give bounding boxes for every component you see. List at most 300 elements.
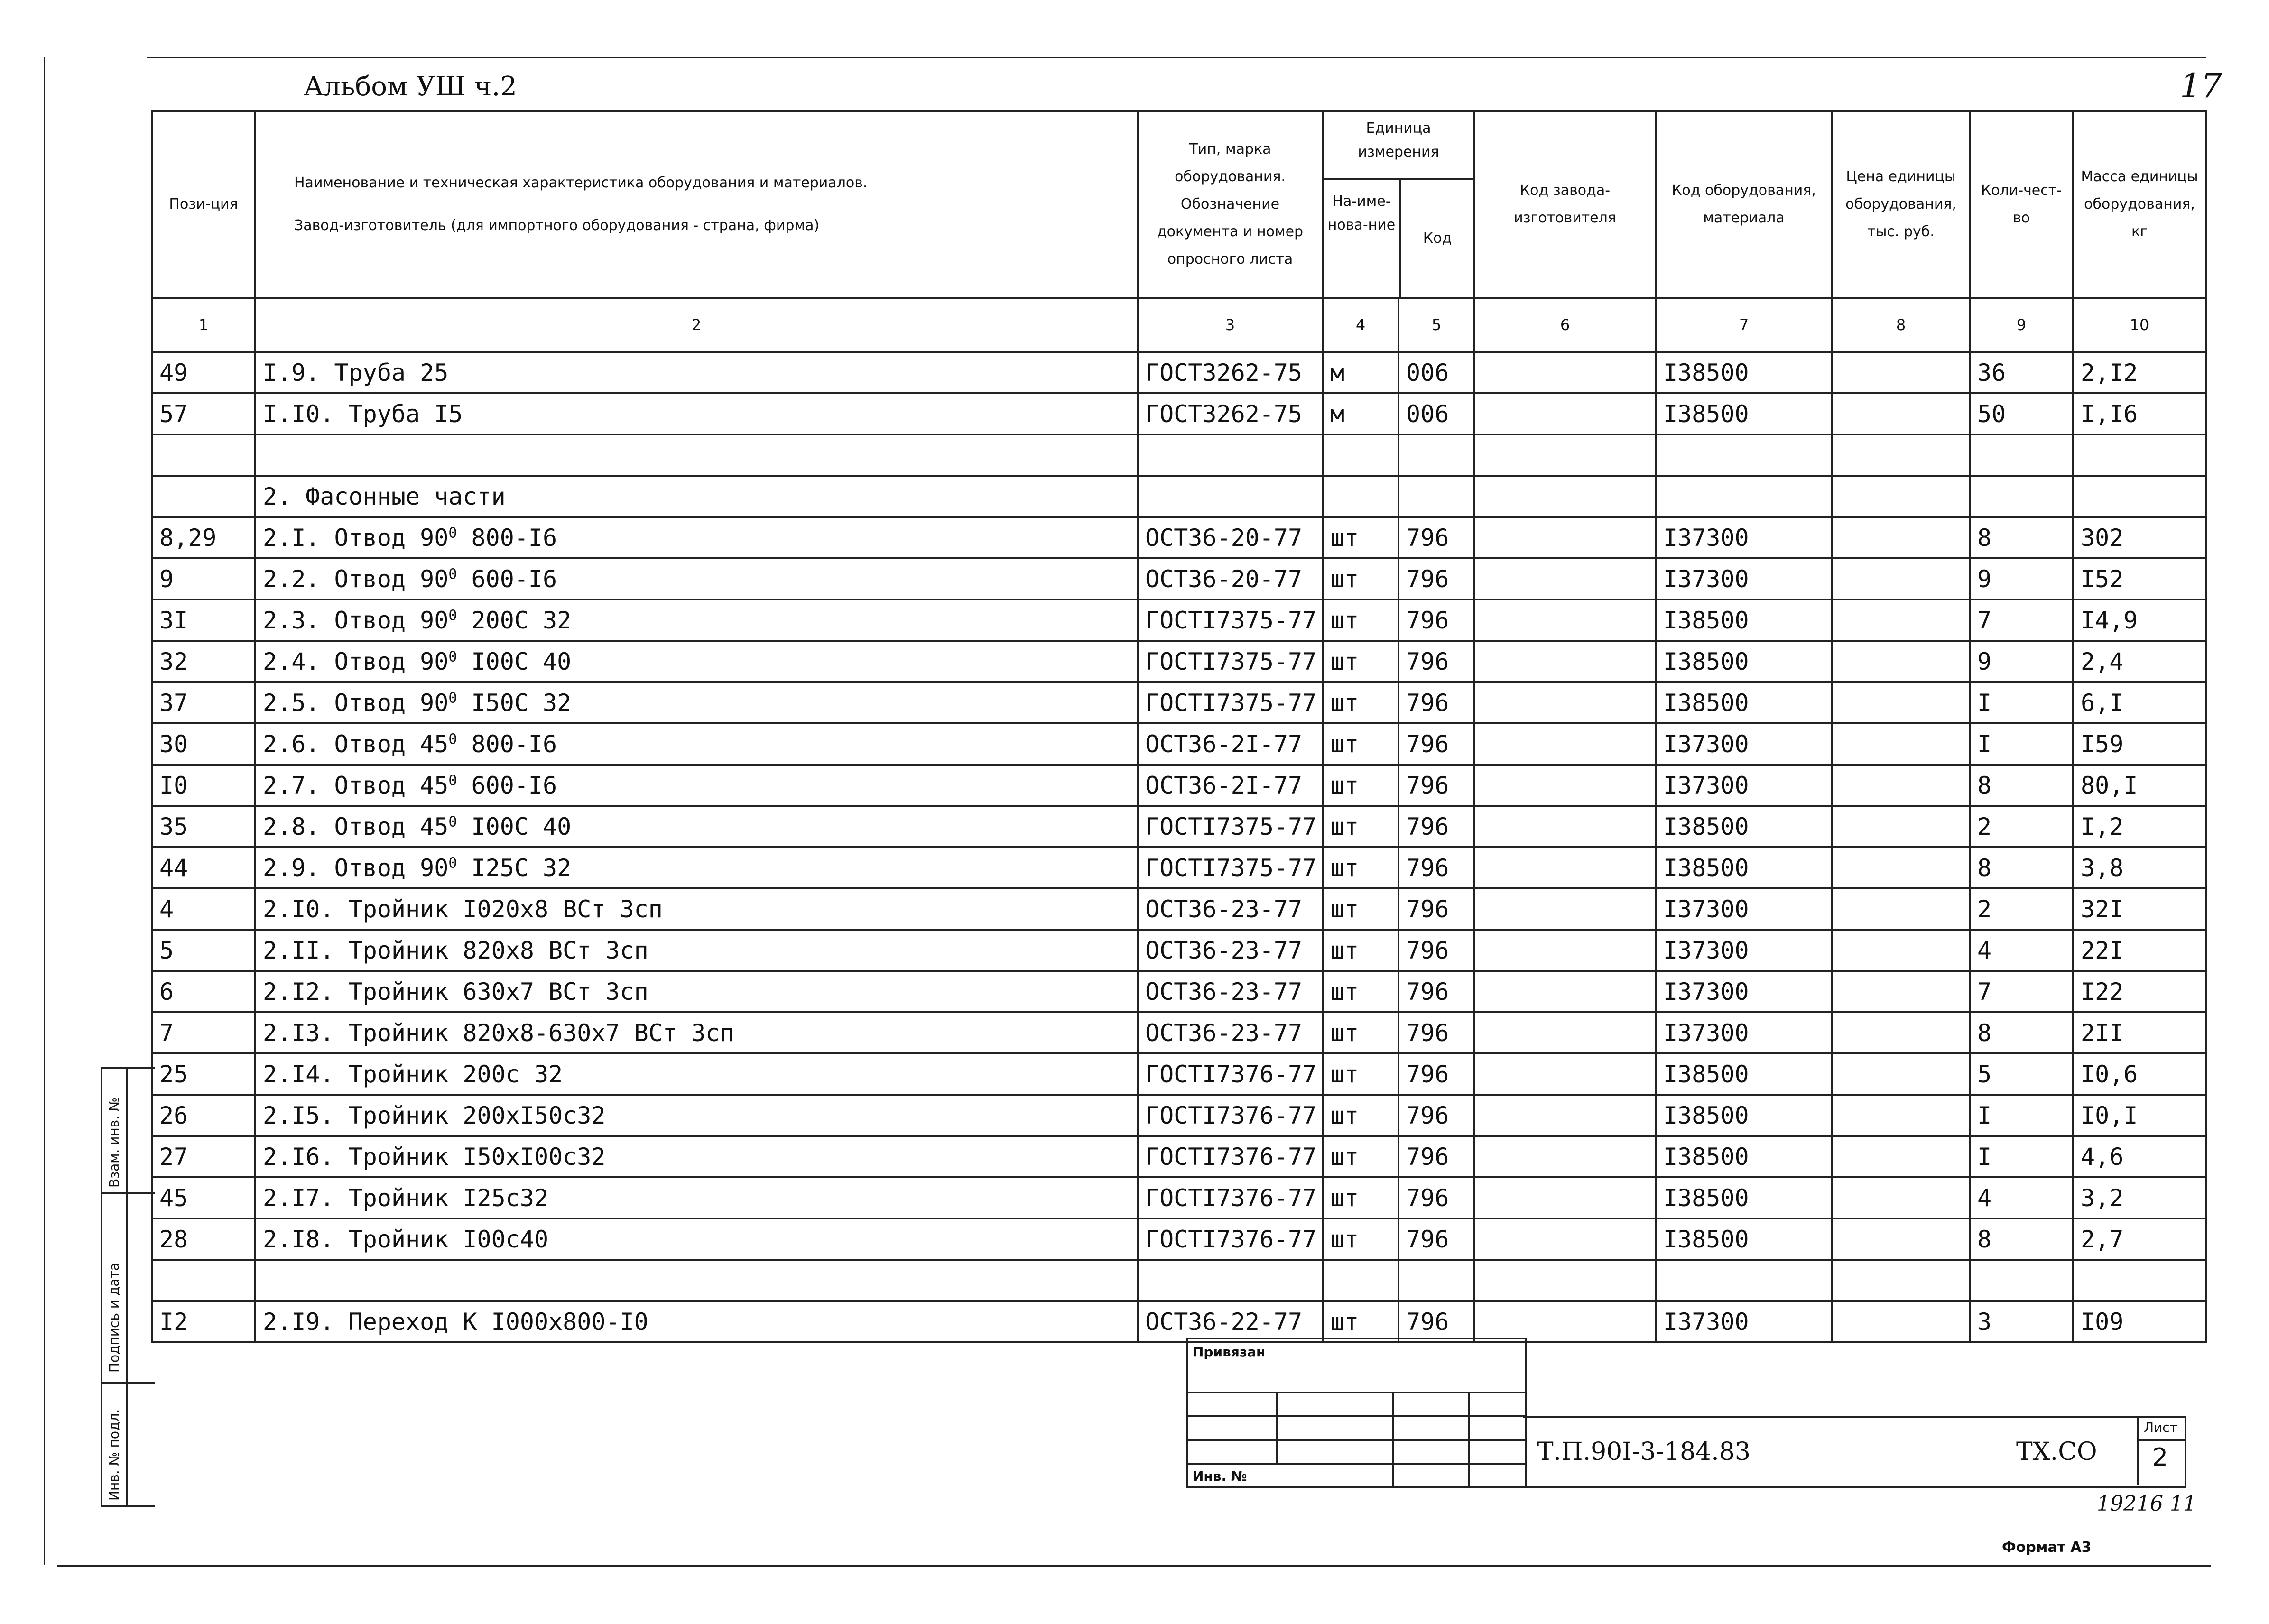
cell-unit-code: 796: [1398, 682, 1474, 723]
table-row: [152, 765, 2206, 806]
item-name-text: 2.I6. Тройник I50хI00с32: [263, 1143, 606, 1171]
cell-unit-price: [1832, 930, 1970, 971]
cell-unit-price: [1832, 682, 1970, 723]
cell-document: ОСТ36-23-77: [1138, 971, 1323, 1012]
table-row: [152, 393, 2206, 434]
angle-degree-mark: 0: [448, 689, 457, 706]
table-row: [152, 1218, 2206, 1260]
cell-manufacturer-code: [1474, 888, 1656, 930]
cell-equipment-code: [1656, 434, 1832, 476]
cell-unit-price: [1832, 1301, 1970, 1342]
binding-label: Привязан: [1193, 1344, 1266, 1360]
cell-manufacturer-code: [1474, 641, 1656, 682]
cell-unit-price: [1832, 352, 1970, 393]
cell-equipment-code: I38500: [1656, 1136, 1832, 1177]
cell-name: [255, 1218, 1138, 1260]
table-row: [152, 723, 2206, 765]
cell-position: 32: [152, 641, 255, 682]
cell-manufacturer-code: [1474, 847, 1656, 888]
cell-document: ОСТ36-2I-77: [1138, 723, 1323, 765]
cell-position: 45: [152, 1177, 255, 1218]
cell-unit-code: 796: [1398, 971, 1474, 1012]
sheet-divider: [2139, 1439, 2186, 1441]
cell-unit-code: 796: [1398, 558, 1474, 600]
item-name-text: 2.I9. Переход К I000х800-I0: [263, 1308, 648, 1336]
cell-name: [255, 434, 1138, 476]
table-row: [152, 352, 2206, 393]
cell-unit-name: м: [1323, 393, 1398, 434]
item-name-text: I.I0. Труба I5: [263, 400, 463, 428]
item-name-tail: 200С 32: [457, 606, 572, 634]
cell-name: [255, 971, 1138, 1012]
cell-name: [255, 393, 1138, 434]
cell-unit-name: шт: [1323, 1136, 1398, 1177]
col-header-manufacturer-code: Код завода-изготовителя: [1474, 111, 1656, 298]
cell-equipment-code: I38500: [1656, 1053, 1832, 1095]
cell-unit-name: шт: [1323, 682, 1398, 723]
cell-unit-code: 796: [1398, 847, 1474, 888]
col-header-name-line2: Завод-изготовитель (для импортного оборудования - страна, фирма): [294, 217, 820, 234]
col-header-position: Пози-ция: [152, 111, 255, 298]
cell-unit-code: 796: [1398, 930, 1474, 971]
cell-name: [255, 682, 1138, 723]
cell-quantity: 2: [1970, 888, 2073, 930]
cell-unit-price: [1832, 558, 1970, 600]
cell-unit-code: [1398, 476, 1474, 517]
cell-document: ГОСТI7376-77: [1138, 1218, 1323, 1260]
cell-document: ГОСТI7375-77: [1138, 806, 1323, 847]
item-name-text: 2.I7. Тройник I25с32: [263, 1184, 549, 1212]
cell-manufacturer-code: [1474, 682, 1656, 723]
cell-quantity: 36: [1970, 352, 2073, 393]
cell-position: 8,29: [152, 517, 255, 558]
cell-unit-code: 796: [1398, 723, 1474, 765]
cell-equipment-code: I38500: [1656, 641, 1832, 682]
cell-document: ГОСТI7376-77: [1138, 1136, 1323, 1177]
cell-name: [255, 558, 1138, 600]
cell-name: [255, 1136, 1138, 1177]
cell-manufacturer-code: [1474, 393, 1656, 434]
col-number: 5: [1398, 298, 1474, 352]
cell-equipment-code: I37300: [1656, 930, 1832, 971]
cell-unit-code: 006: [1398, 393, 1474, 434]
cell-document: ОСТ36-20-77: [1138, 517, 1323, 558]
table-row: [152, 1012, 2206, 1053]
cell-unit-price: [1832, 1095, 1970, 1136]
cell-unit-price: [1832, 600, 1970, 641]
cell-quantity: 9: [1970, 641, 2073, 682]
cell-position: 25: [152, 1053, 255, 1095]
cell-manufacturer-code: [1474, 971, 1656, 1012]
cell-manufacturer-code: [1474, 1177, 1656, 1218]
cell-quantity: 9: [1970, 558, 2073, 600]
item-name-text: 2.I5. Тройник 200хI50с32: [263, 1101, 606, 1129]
cell-manufacturer-code: [1474, 1136, 1656, 1177]
cell-unit-code: 796: [1398, 1218, 1474, 1260]
cell-unit-price: [1832, 1218, 1970, 1260]
stamp-signature-date: Подпись и дата: [106, 1263, 122, 1373]
col-header-name-line1: Наименование и техническая характеристика оборудования и материалов.: [294, 175, 868, 191]
sheet-number: 2: [2152, 1443, 2168, 1472]
cell-unit-price: [1832, 1053, 1970, 1095]
cell-quantity: I: [1970, 1095, 2073, 1136]
cell-manufacturer-code: [1474, 806, 1656, 847]
col-number: 1: [152, 298, 255, 352]
cell-document: ГОСТI7375-77: [1138, 682, 1323, 723]
cell-unit-name: шт: [1323, 765, 1398, 806]
col-header-unit-mass: Масса единицы оборудования, кг: [2073, 111, 2206, 298]
table-row: [152, 476, 2206, 517]
cell-quantity: 2: [1970, 806, 2073, 847]
cell-unit-mass: 302: [2073, 517, 2206, 558]
angle-degree-mark: 0: [448, 607, 457, 624]
cell-unit-code: 796: [1398, 1136, 1474, 1177]
cell-unit-name: [1323, 1260, 1398, 1301]
binding-grid-line: [1392, 1392, 1394, 1486]
cell-unit-price: [1832, 434, 1970, 476]
cell-position: 7: [152, 1012, 255, 1053]
cell-document: [1138, 434, 1323, 476]
cell-manufacturer-code: [1474, 517, 1656, 558]
angle-degree-mark: 0: [448, 854, 457, 871]
item-name-text: 2.6. Отвод 45: [263, 730, 449, 758]
angle-degree-mark: 0: [448, 730, 457, 747]
cell-unit-name: шт: [1323, 930, 1398, 971]
col-header-unit-code: Код: [1423, 230, 1452, 247]
item-name-tail: 600-I6: [457, 771, 557, 799]
cell-unit-mass: 6,I: [2073, 682, 2206, 723]
cell-unit-price: [1832, 476, 1970, 517]
cell-unit-code: 796: [1398, 641, 1474, 682]
item-name-text: I.9. Труба 25: [263, 359, 449, 387]
cell-unit-price: [1832, 1012, 1970, 1053]
angle-degree-mark: 0: [448, 565, 457, 582]
binding-grid-line: [1276, 1392, 1278, 1463]
col-number: 6: [1474, 298, 1656, 352]
binding-grid-line: [1188, 1392, 1525, 1393]
cell-equipment-code: I37300: [1656, 765, 1832, 806]
cell-position: I2: [152, 1301, 255, 1342]
cell-document: ГОСТI7375-77: [1138, 847, 1323, 888]
cell-unit-price: [1832, 971, 1970, 1012]
archive-number: 19216 11: [2097, 1492, 2196, 1516]
binding-grid-line: [1468, 1392, 1470, 1486]
cell-unit-code: 796: [1398, 517, 1474, 558]
sheet-box: [2137, 1416, 2186, 1485]
cell-document: ГОСТI7376-77: [1138, 1095, 1323, 1136]
table-row: [152, 1177, 2206, 1218]
table-row: [152, 1301, 2206, 1342]
cell-unit-mass: I,I6: [2073, 393, 2206, 434]
cell-position: 9: [152, 558, 255, 600]
angle-degree-mark: 0: [448, 772, 457, 789]
cell-quantity: 8: [1970, 517, 2073, 558]
table-row: [152, 1053, 2206, 1095]
left-margin-stamp: [101, 1067, 155, 1507]
cell-unit-code: 796: [1398, 888, 1474, 930]
cell-name: [255, 641, 1138, 682]
cell-name: [255, 1095, 1138, 1136]
cell-name: [255, 517, 1138, 558]
section-code: ТХ.СО: [2016, 1438, 2097, 1466]
table-row: [152, 930, 2206, 971]
cell-position: 6: [152, 971, 255, 1012]
cell-equipment-code: I38500: [1656, 393, 1832, 434]
cell-equipment-code: [1656, 1260, 1832, 1301]
table-row: [152, 517, 2206, 558]
cell-manufacturer-code: [1474, 558, 1656, 600]
cell-document: ОСТ36-2I-77: [1138, 765, 1323, 806]
col-header-unit-name: На-име-нова-ние: [1324, 180, 1401, 297]
cell-equipment-code: I38500: [1656, 847, 1832, 888]
cell-unit-mass: 2,I2: [2073, 352, 2206, 393]
cell-equipment-code: I37300: [1656, 1301, 1832, 1342]
cell-quantity: [1970, 1260, 2073, 1301]
item-name-text: 2.5. Отвод 90: [263, 689, 449, 717]
cell-position: 49: [152, 352, 255, 393]
cell-unit-code: 796: [1398, 1095, 1474, 1136]
cell-manufacturer-code: [1474, 930, 1656, 971]
cell-name: [255, 806, 1138, 847]
cell-quantity: I: [1970, 682, 2073, 723]
col-number: 3: [1138, 298, 1323, 352]
cell-name: [255, 1260, 1138, 1301]
col-header-unit: Единица измерения: [1324, 112, 1473, 180]
cell-unit-mass: [2073, 434, 2206, 476]
cell-manufacturer-code: [1474, 600, 1656, 641]
cell-unit-name: шт: [1323, 1095, 1398, 1136]
cell-unit-mass: I0,6: [2073, 1053, 2206, 1095]
col-header-equipment-code: Код оборудования, материала: [1656, 111, 1832, 298]
cell-unit-price: [1832, 1177, 1970, 1218]
cell-unit-name: шт: [1323, 600, 1398, 641]
cell-unit-code: 796: [1398, 1012, 1474, 1053]
cell-name: [255, 1012, 1138, 1053]
format-label: Формат А3: [2002, 1539, 2092, 1556]
cell-position: 30: [152, 723, 255, 765]
item-name-text: 2.2. Отвод 90: [263, 565, 449, 593]
col-number: 9: [1970, 298, 2073, 352]
sheet-label: Лист: [2144, 1420, 2177, 1435]
cell-equipment-code: I37300: [1656, 558, 1832, 600]
table-row: [152, 1095, 2206, 1136]
cell-position: 57: [152, 393, 255, 434]
item-name-text: 2.7. Отвод 45: [263, 771, 449, 799]
cell-name: [255, 723, 1138, 765]
cell-document: [1138, 476, 1323, 517]
cell-unit-mass: I52: [2073, 558, 2206, 600]
cell-position: [152, 434, 255, 476]
cell-unit-code: 796: [1398, 806, 1474, 847]
cell-unit-name: м: [1323, 352, 1398, 393]
col-header-quantity: Коли-чест-во: [1970, 111, 2073, 298]
cell-quantity: [1970, 476, 2073, 517]
cell-unit-mass: 3,2: [2073, 1177, 2206, 1218]
cell-manufacturer-code: [1474, 1260, 1656, 1301]
cell-unit-code: 796: [1398, 1177, 1474, 1218]
item-name-tail: I25С 32: [457, 854, 572, 882]
cell-quantity: 8: [1970, 847, 2073, 888]
cell-equipment-code: I38500: [1656, 1218, 1832, 1260]
cell-unit-mass: 80,I: [2073, 765, 2206, 806]
col-number: 8: [1832, 298, 1970, 352]
cell-quantity: I: [1970, 723, 2073, 765]
cell-position: [152, 1260, 255, 1301]
cell-document: ГОСТI7375-77: [1138, 641, 1323, 682]
stamp-divider: [102, 1382, 155, 1384]
col-header-unit-group: [1323, 111, 1474, 298]
stamp-divider: [126, 1069, 128, 1505]
inv-label: Инв. №: [1193, 1468, 1247, 1484]
cell-unit-price: [1832, 765, 1970, 806]
cell-equipment-code: I37300: [1656, 1012, 1832, 1053]
cell-equipment-code: I38500: [1656, 600, 1832, 641]
table-row: [152, 847, 2206, 888]
cell-unit-name: шт: [1323, 1301, 1398, 1342]
cell-position: 26: [152, 1095, 255, 1136]
cell-equipment-code: I38500: [1656, 806, 1832, 847]
cell-position: 3I: [152, 600, 255, 641]
cell-position: 5: [152, 930, 255, 971]
frame-left-line: [44, 57, 45, 1565]
cell-unit-code: 796: [1398, 600, 1474, 641]
col-number: 7: [1656, 298, 1832, 352]
cell-unit-mass: 2,4: [2073, 641, 2206, 682]
cell-unit-price: [1832, 888, 1970, 930]
table-row: [152, 806, 2206, 847]
cell-manufacturer-code: [1474, 765, 1656, 806]
cell-unit-mass: I22: [2073, 971, 2206, 1012]
cell-position: 4: [152, 888, 255, 930]
binding-grid-line: [1188, 1463, 1525, 1465]
cell-manufacturer-code: [1474, 1301, 1656, 1342]
cell-unit-name: шт: [1323, 806, 1398, 847]
header-row: [152, 111, 2206, 298]
cell-document: ГОСТI7375-77: [1138, 600, 1323, 641]
item-name-text: 2.9. Отвод 90: [263, 854, 449, 882]
cell-unit-name: шт: [1323, 1218, 1398, 1260]
cell-name: [255, 765, 1138, 806]
cell-manufacturer-code: [1474, 352, 1656, 393]
cell-unit-name: шт: [1323, 558, 1398, 600]
item-name-tail: I00С 40: [457, 647, 572, 675]
cell-unit-code: 006: [1398, 352, 1474, 393]
cell-quantity: 50: [1970, 393, 2073, 434]
table-row: [152, 888, 2206, 930]
cell-unit-mass: 32I: [2073, 888, 2206, 930]
cell-quantity: 3: [1970, 1301, 2073, 1342]
cell-unit-name: шт: [1323, 1053, 1398, 1095]
cell-quantity: 8: [1970, 765, 2073, 806]
doc-code-block: [1523, 1416, 2186, 1488]
cell-unit-price: [1832, 517, 1970, 558]
cell-unit-name: шт: [1323, 971, 1398, 1012]
cell-unit-mass: [2073, 1260, 2206, 1301]
doc-code: Т.П.90I-3-184.83: [1537, 1438, 1750, 1466]
cell-equipment-code: I38500: [1656, 682, 1832, 723]
album-title: Альбом УШ ч.2: [304, 71, 517, 102]
cell-name: [255, 1053, 1138, 1095]
table-row: [152, 641, 2206, 682]
cell-equipment-code: I38500: [1656, 352, 1832, 393]
cell-manufacturer-code: [1474, 476, 1656, 517]
item-name-text: 2. Фасонные части: [263, 482, 506, 510]
item-name-text: 2.4. Отвод 90: [263, 647, 449, 675]
cell-name: [255, 888, 1138, 930]
cell-document: ГОСТ3262-75: [1138, 393, 1323, 434]
cell-unit-name: [1323, 434, 1398, 476]
cell-name: [255, 930, 1138, 971]
cell-document: ОСТ36-22-77: [1138, 1301, 1323, 1342]
cell-equipment-code: I37300: [1656, 723, 1832, 765]
table-row: [152, 434, 2206, 476]
cell-position: I0: [152, 765, 255, 806]
cell-unit-price: [1832, 723, 1970, 765]
table-row: [152, 1260, 2206, 1301]
cell-equipment-code: I37300: [1656, 971, 1832, 1012]
cell-unit-name: шт: [1323, 888, 1398, 930]
cell-unit-mass: I0,I: [2073, 1095, 2206, 1136]
cell-name: [255, 352, 1138, 393]
cell-document: ГОСТI7376-77: [1138, 1053, 1323, 1095]
cell-document: ОСТ36-23-77: [1138, 930, 1323, 971]
cell-unit-name: шт: [1323, 847, 1398, 888]
cell-unit-code: 796: [1398, 1301, 1474, 1342]
cell-document: ОСТ36-23-77: [1138, 1012, 1323, 1053]
cell-unit-mass: 2II: [2073, 1012, 2206, 1053]
binding-grid-line: [1188, 1439, 1525, 1441]
col-header-name: [255, 111, 1138, 298]
cell-quantity: 5: [1970, 1053, 2073, 1095]
cell-position: [152, 476, 255, 517]
binding-block: [1186, 1338, 1527, 1488]
cell-manufacturer-code: [1474, 1053, 1656, 1095]
col-number: 2: [255, 298, 1138, 352]
cell-position: 44: [152, 847, 255, 888]
cell-name: [255, 847, 1138, 888]
col-header-type-mark: Тип, марка оборудования. Обозначение документа и номер опросного листа: [1138, 111, 1323, 298]
cell-unit-price: [1832, 1260, 1970, 1301]
cell-position: 37: [152, 682, 255, 723]
table-row: [152, 682, 2206, 723]
angle-degree-mark: 0: [448, 524, 457, 541]
cell-manufacturer-code: [1474, 723, 1656, 765]
cell-equipment-code: I38500: [1656, 1177, 1832, 1218]
cell-quantity: 4: [1970, 930, 2073, 971]
item-name-tail: I00С 40: [457, 812, 572, 840]
cell-quantity: I: [1970, 1136, 2073, 1177]
table-row: [152, 558, 2206, 600]
cell-quantity: 4: [1970, 1177, 2073, 1218]
cell-unit-price: [1832, 1136, 1970, 1177]
angle-degree-mark: 0: [448, 648, 457, 665]
cell-position: 35: [152, 806, 255, 847]
cell-document: ГОСТI7376-77: [1138, 1177, 1323, 1218]
item-name-text: 2.I0. Тройник I020х8 ВСт 3сп: [263, 895, 663, 923]
col-number: 4: [1323, 298, 1398, 352]
item-name-text: 2.I3. Тройник 820х8-630х7 ВСт 3сп: [263, 1019, 734, 1047]
cell-unit-mass: I59: [2073, 723, 2206, 765]
cell-unit-name: шт: [1323, 517, 1398, 558]
cell-unit-mass: 3,8: [2073, 847, 2206, 888]
cell-equipment-code: I37300: [1656, 888, 1832, 930]
cell-unit-code: [1398, 434, 1474, 476]
table-row: [152, 1136, 2206, 1177]
item-name-text: 2.I8. Тройник I00с40: [263, 1225, 549, 1253]
frame-top-line: [147, 57, 2206, 58]
cell-unit-price: [1832, 393, 1970, 434]
cell-position: 28: [152, 1218, 255, 1260]
